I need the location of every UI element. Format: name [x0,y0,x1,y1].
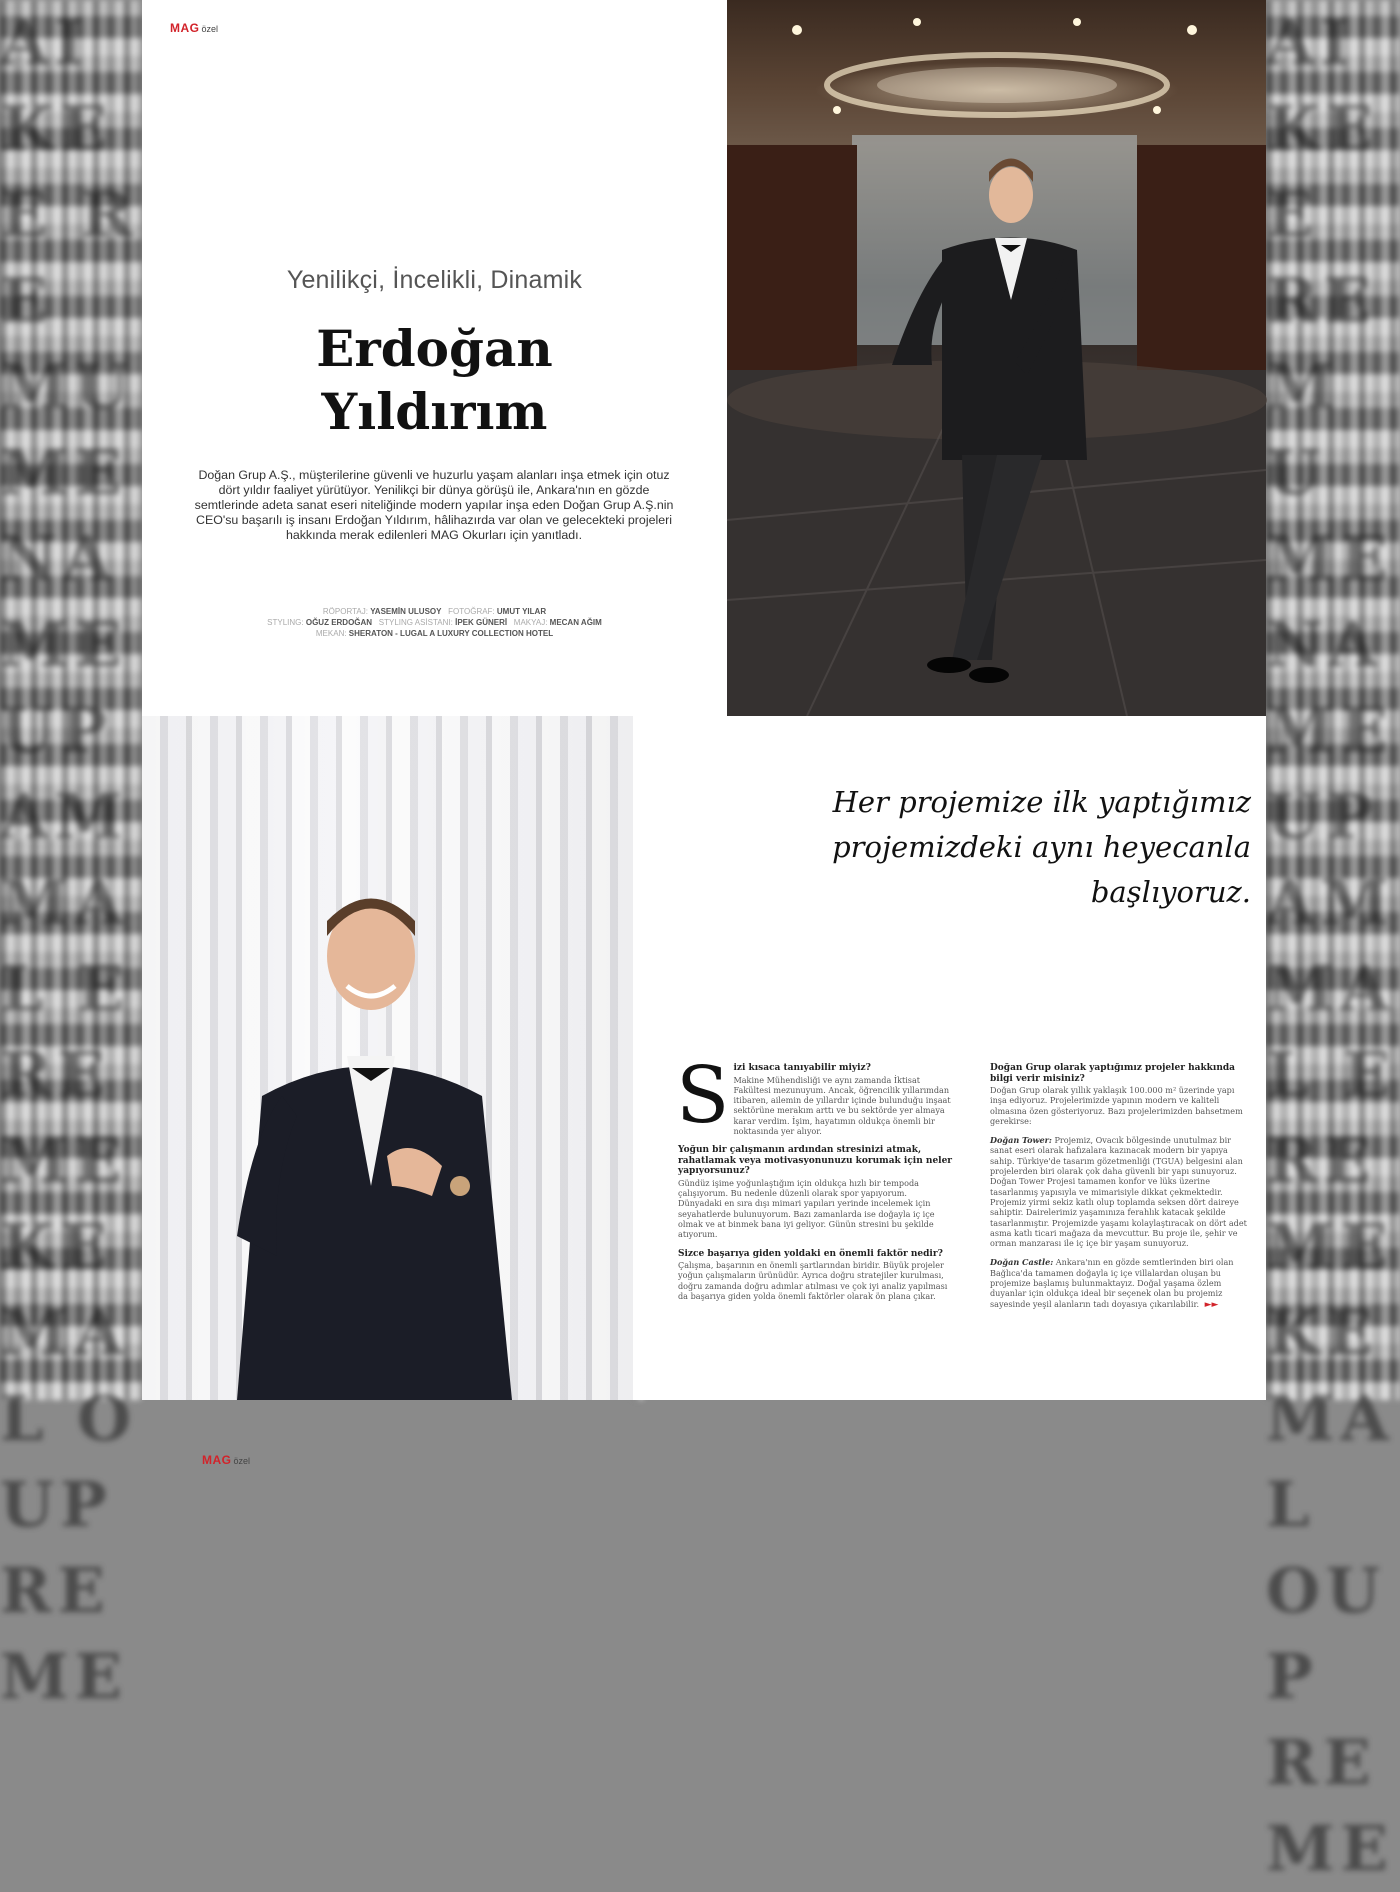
credit-value: İPEK GÜNERİ [455,618,508,627]
credit-label: STYLING ASİSTANI: [378,618,453,627]
question-heading: Sizce başarıya giden yoldaki en önemli faktör nedir? [678,1248,943,1259]
article-column-1 [676,1051,953,1301]
question-heading: Yoğun bir çalışmanın ardından stresinizi atmak, rahatlamak veya motivasyonunuzu korumak için neler yapıyorsunuz? [678,1145,953,1177]
answer-paragraph: Gündüz işime yoğunlaştığım için oldukça hızlı bir tempoda çalışıyorum. Bu nedenle düzenli olarak spor yapıyorum. Dünyadaki en sıra dışı mimari yapıları yerinde incelemek için seyahatlerde bulunuyorum. Bazı zamanlarda ise doğayla iç içe olmak ve at binmek bana iyi geliyor. Günün stresini bu şekilde atıyorum. [678,1177,935,1240]
credit-value: SHERATON - LUGAL A LUXURY COLLECTION HOTEL [348,629,554,638]
project-label: Doğan Castle: [990,1257,1054,1268]
drop-cap: S [676,1051,730,1141]
credit-value: MECAN AĞIM [549,618,602,627]
portrait-photo-curtains [142,716,633,1467]
background-newspaper-left [0,0,142,1713]
article-column-2 [990,1063,1248,1310]
portrait-photo-lobby [727,0,1266,716]
background-glyphs: AI KEE RE MU ME NAME UP AM MAL ERE ME KE MAL OUP RE ME [0,6,139,1713]
section-label: özel [201,24,219,34]
answer-paragraph: Çalışma, başarının en önemli şartlarından biridir. Büyük projeler yoğun çalışmaların ürünüdür. Ayrıca doğru stratejiler kurulması, doğru zamanda doğru adımlar atılması ve çok iyi analiz yapılması da başarıya giden yolda önemli faktörler olarak ön plana çıkar. [678,1260,948,1301]
intro-page [142,0,727,716]
pull-quote-line: Her projemize ilk yaptığımız [832,785,1251,819]
question-heading: izi kısaca tanıyabilir miyiz? [733,1063,871,1073]
background-glyphs: AI KEE RE MU ME NAME UP AM MAL ERE ME KE MAL OUP RE ME [1266,6,1397,1885]
background-newspaper-right [1266,0,1400,1885]
lobby-illustration [727,0,1266,716]
credit-value: YASEMİN ULUSOY [370,607,442,616]
continue-arrows-icon: ►► [1204,1299,1219,1310]
project-paragraph-tower [990,1135,1248,1248]
section-label: özel [233,1456,251,1466]
mag-logo-text: MAG [170,21,200,35]
credit-value: OĞUZ ERDOĞAN [305,618,373,627]
answer-paragraph: Doğan Grup olarak yıllık yaklaşık 100.000 m² üzerinde yapı inşa ediyoruz. Projelerimizde yapının modern ve kaliteli olmasına özen gösteriyoruz. Bazı projelerimizden bahsetmem gerekirse: [990,1085,1243,1126]
credit-label: MAKYAJ: [513,618,548,627]
project-paragraph-castle [990,1257,1248,1309]
project-label: Doğan Tower: [990,1135,1052,1146]
lede-paragraph: Doğan Grup A.Ş., müşterilerine güvenli ve huzurlu yaşam alanları inşa etmek için otuz dört yıldır faaliyet yürütüyor. Yenilikçi bir dünya görüşü ile, Ankara'nın en gözde semtlerinde adeta sanat eseri niteliğinde modern yapılar inşa eden Doğan Grup A.Ş.nin CEO'su başarılı iş insanı Erdoğan Yıldırım, hâlihazırda var olan ve gelecekteki projeleri hakkında merak edilenleri MAG Okurları için yanıtladı. [194,468,674,542]
project-text: Projemiz, Ovacık bölgesinde unutulmaz bir sanat eseri olarak hafızalara kazınacak modern bir yapıya sahip. Türkiye'de tasarım gözetmenliği (TGUA) belgesini alan projelerden biri olarak çok daha güvenli bir yapı sunuyoruz. Doğan Tower Projesi tamamen konfor ve lüks üzerine tasarlanmış yapısıyla ve mimarisiyle dikkat çekmektedir. Projemiz yirmi sekiz katlı olup toplamda seksen dört daireye sahiptir. Dairelerimiz yaşamınıza ferahlık katacak şekilde tasarlanmıştır. Projemizde yaşamı kolaylaştıracak on dört adet asma katlı ticari mağaza da mevcuttur. Bu proje ile, şehir ve orman manzarası ile iç içe bir yaşam sunuyoruz. [990,1135,1247,1249]
credit-value: UMUT YILAR [496,607,547,616]
credit-label: FOTOĞRAF: [448,607,495,616]
curtain-portrait-illustration [142,716,633,1400]
headline-name-first: Erdoğan [316,319,553,378]
photo-credits [182,606,687,639]
question-heading: Doğan Grup olarak yaptığımız projeler hakkında bilgi verir misiniz? [990,1063,1236,1084]
mag-logo-text: MAG [202,1453,232,1467]
pull-quote-line: projemizdeki aynı heyecanla [832,830,1251,864]
pull-quote-line: başlıyoruz. [1090,875,1251,909]
mag-logo [170,21,218,35]
credit-label: STYLING: [267,618,304,627]
mag-logo [202,1453,250,1467]
credit-label: MEKAN: [315,629,347,638]
project-text: Ankara'nın en gözde semtlerinden biri olan Bağlıca'da tamamen doğayla iç içe villalardan oluşan bu projemize başlamış bulunmaktayız. Doğal yaşama özlem duyanlar için oldukça ideal bir seçenek olan bu projemiz sayesinde yeşil alanların tadı doyasıya çıkarılabilir. [990,1257,1234,1309]
answer-paragraph: Makine Mühendisliği ve aynı zamanda İktisat Fakültesi mezunuyum. Ancak, öğrencilik yıllarımdan itibaren, ailemin de yıllardır içinde bulunduğu inşaat sektörüne merakım arttı ve bu sektörde yer almaya karar verdim. İşim, hayatımın oldukça önemli bir noktasında yer alıyor. [733,1074,951,1136]
headline-name-last: Yıldırım [321,382,548,441]
credit-label: RÖPORTAJ: [322,607,368,616]
pull-quote [803,780,1251,915]
kicker-headline: Yenilikçi, İncelikli, Dinamik [286,266,583,294]
